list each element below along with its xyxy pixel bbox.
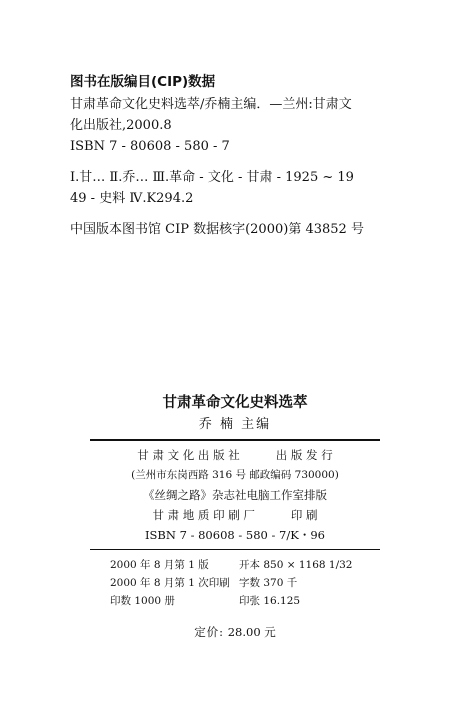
price-label: 定价: (194, 625, 225, 639)
edition-details (90, 550, 380, 614)
price-value: 28.00 元 (227, 625, 276, 639)
typesetter-row (90, 485, 380, 505)
cip-title: 图书在版编目(CIP)数据 (70, 74, 216, 90)
cip-entry-line-2: 化出版社,2000.8 (70, 118, 172, 133)
cip-data-block (70, 70, 420, 240)
isbn-row (90, 525, 380, 545)
print-run: 印数 1000 册 (110, 595, 175, 607)
word-count: 字数 370 千 (239, 577, 298, 589)
colophon (90, 393, 380, 640)
book-title: 甘肃革命文化史料选萃 (162, 395, 308, 411)
editor-line: 乔 楠 主编 (198, 417, 272, 432)
cip-subjects-line-1: Ⅰ.甘… Ⅱ.乔… Ⅲ.革命 - 文化 - 甘肃 - 1925 ~ 19 (70, 170, 354, 185)
cip-spacer (70, 209, 420, 219)
address-text: (兰州市东岗西路 316 号 邮政编码 730000) (131, 469, 339, 481)
isbn-text: ISBN 7 - 80608 - 580 - 7/K・96 (145, 528, 325, 542)
cip-entry-line-1: 甘肃革命文化史料选萃/乔楠主编．—兰州:甘肃文 (70, 97, 352, 112)
price-line (90, 624, 380, 640)
typesetter-text: 《丝绸之路》杂志社电脑工作室排版 (143, 488, 327, 502)
publisher-address (90, 465, 380, 485)
cip-record-number: 中国版本图书馆 CIP 数据核字(2000)第 43852 号 (70, 222, 364, 237)
edition: 2000 年 8 月第 1 版 (110, 559, 209, 571)
printer-role: 印 刷 (290, 508, 318, 522)
printing: 2000 年 8 月第 1 次印刷 (110, 577, 230, 589)
format: 开本 850 × 1168 1/32 (239, 559, 353, 571)
cip-isbn: ISBN 7 - 80608 - 580 - 7 (70, 139, 230, 154)
printer-row (90, 505, 380, 525)
publisher-row (90, 445, 380, 465)
publisher-role: 出 版 发 行 (275, 448, 333, 462)
cip-spacer (70, 157, 420, 167)
publisher-name: 甘 肃 文 化 出 版 社 (137, 448, 240, 462)
printer-name: 甘 肃 地 质 印 刷 厂 (152, 508, 255, 522)
publication-block (90, 441, 380, 549)
sheets: 印张 16.125 (239, 595, 301, 607)
cip-subjects-line-2: 49 - 史料 Ⅳ.K294.2 (70, 191, 194, 206)
